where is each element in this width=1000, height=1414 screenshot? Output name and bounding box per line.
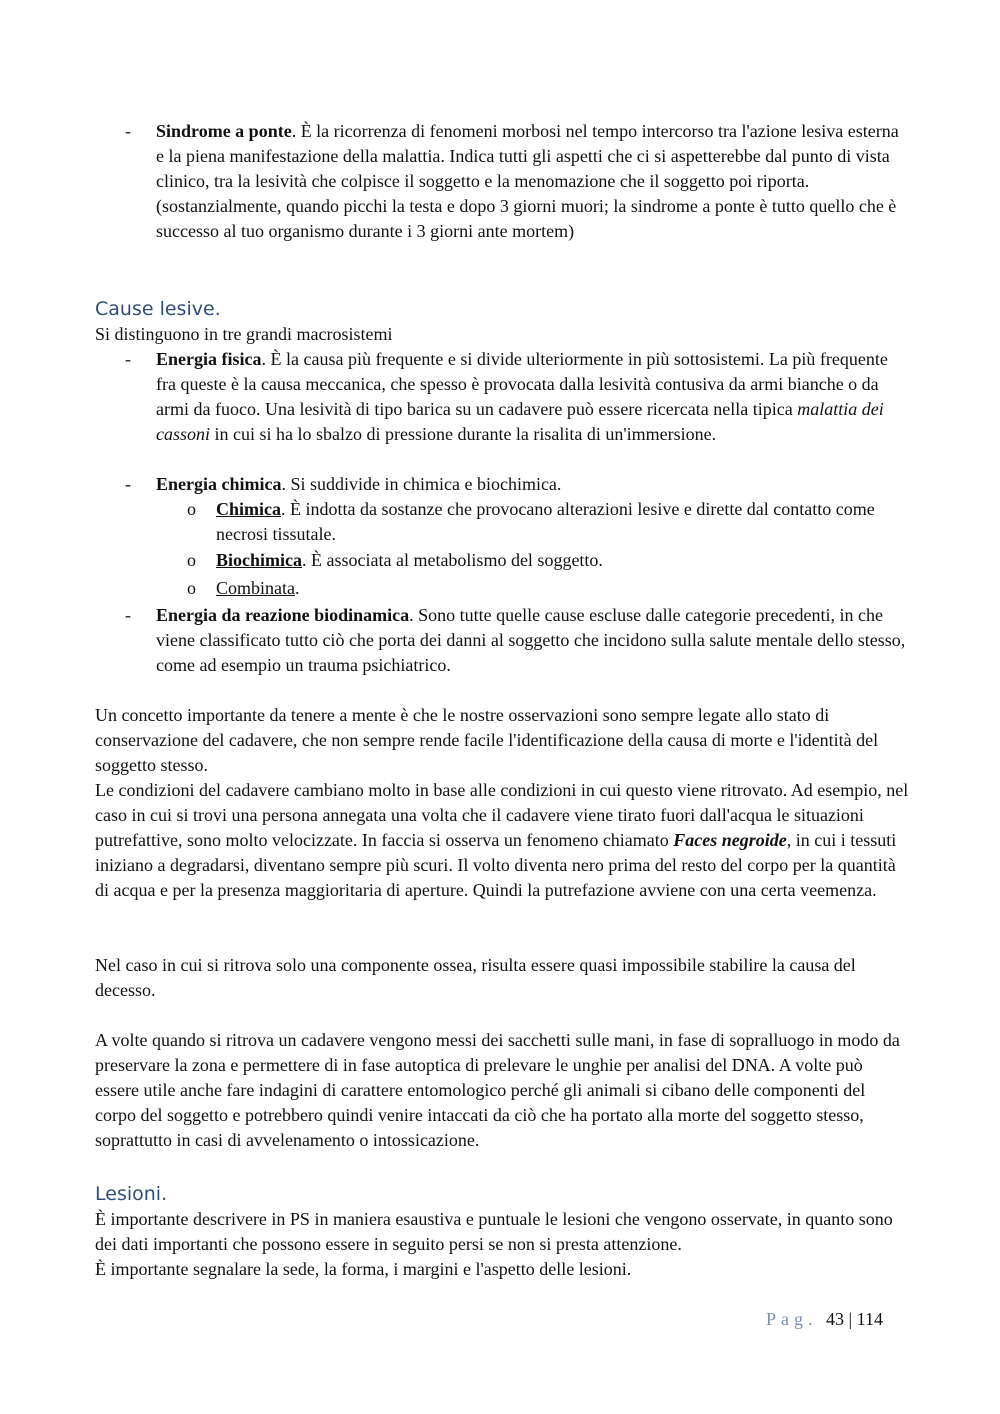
paragraph-lesioni-1: È importante descrivere in PS in maniera esaustiva e puntuale le lesioni che vengono osservate, in quanto sono dei dati importanti che possono essere in seguito persi se non si presta attenzione. — [95, 1209, 893, 1254]
circle-bullet: o — [187, 499, 196, 519]
definition: . È associata al metabolismo del soggetto. — [302, 550, 603, 570]
paragraph-lesioni-2: È importante segnalare la sede, la forma, i margini e l'aspetto delle lesioni. — [95, 1259, 632, 1279]
sub-item-biochimica — [95, 548, 910, 573]
term: Biochimica — [216, 550, 302, 570]
list-item-energia-fisica — [95, 347, 910, 447]
heading-lesioni: Lesioni. — [95, 1183, 168, 1205]
sub-item-text — [216, 548, 910, 573]
page-total: 114 — [856, 1309, 883, 1329]
dash-bullet: - — [125, 121, 131, 141]
paragraph-condizioni — [95, 778, 910, 903]
list-item-text — [156, 472, 910, 497]
page-footer — [766, 1307, 883, 1332]
heading-cause-lesive: Cause lesive. — [95, 298, 221, 320]
circle-bullet: o — [187, 550, 196, 570]
definition: . — [295, 578, 300, 598]
cause-intro: Si distinguono in tre grandi macrosistemi — [95, 324, 393, 344]
term: Chimica — [216, 499, 281, 519]
page-separator: | — [848, 1309, 853, 1329]
definition-end: in cui si ha lo sbalzo di pressione durante la risalita di un'immersione. — [210, 424, 717, 444]
definition: . È indotta da sostanze che provocano alterazioni lesive e dirette dal contatto come necrosi tissutale. — [216, 499, 875, 544]
page-number: 43 — [826, 1309, 845, 1329]
term: Combinata — [216, 578, 295, 598]
list-item-text — [156, 603, 910, 678]
paragraph-conservazione: Un concetto importante da tenere a mente è che le nostre osservazioni sono sempre legate allo stato di conservazione del cadavere, che non sempre rende facile l'identificazione della causa di morte e l'identità del soggetto stesso. — [95, 705, 879, 775]
list-item-energia-chimica — [95, 472, 910, 497]
paragraph-sacchetti: A volte quando si ritrova un cadavere vengono messi dei sacchetti sulle mani, in fase di sopralluogo in modo da preservare la zona e permettere di in fase autoptica di prelevare le unghie per analisi del DNA. A volte può essere utile anche fare indagini di carattere entomologico perché gli animali si cibano delle componenti del corpo del soggetto e potrebbero quindi venire intaccati da ciò che ha portato alla morte del soggetto stesso, soprattutto in casi di avvelenamento o intossicazione. — [95, 1030, 900, 1150]
sub-item-text — [216, 497, 910, 547]
definition: . È la causa più frequente e si divide ulteriormente in più sottosistemi. La più frequente fra queste è la causa meccanica, che spesso è provocata dalla lesività contusiva da armi bianche o da armi da fuoco. Una lesività di tipo barica su un cadavere può essere ricercata nella tipica — [156, 349, 888, 419]
dash-bullet: - — [125, 474, 131, 494]
paragraph-ossea: Nel caso in cui si ritrova solo una componente ossea, risulta essere quasi impossibile stabilire la causa del decesso. — [95, 955, 856, 1000]
term: Energia da reazione biodinamica — [156, 605, 410, 625]
page-label: Pag. — [766, 1309, 818, 1329]
paragraph-text: Le condizioni del cadavere cambiano molto in base alle condizioni in cui questo viene ritrovato. Ad esempio, nel caso in cui si trovi una persona annegata una volta che il cadavere viene tirato fuori dall'acqua le situazioni putrefattive, sono molto velocizzate. In faccia si osserva un fenomeno chiamato — [95, 780, 909, 850]
term: Sindrome a ponte — [156, 121, 292, 141]
dash-bullet: - — [125, 349, 131, 369]
definition: . Si suddivide in chimica e biochimica. — [281, 474, 562, 494]
sub-item-text — [216, 576, 910, 601]
sub-item-chimica — [95, 497, 910, 547]
list-item-text — [156, 347, 910, 447]
list-item-energia-biodinamica — [95, 603, 910, 678]
term: Energia fisica — [156, 349, 262, 369]
list-item-text — [156, 119, 910, 244]
definition: . Sono tutte quelle cause escluse dalle categorie precedenti, in che viene classificato tutto ciò che porta dei danni al soggetto che incidono sulla salute mentale dello stesso, come ad esempio un trauma psichiatrico. — [156, 605, 906, 675]
term-faces-negroide: Faces negroide — [673, 830, 787, 850]
sub-item-combinata — [95, 576, 910, 601]
dash-bullet: - — [125, 605, 131, 625]
term: Energia chimica — [156, 474, 282, 494]
paragraph-text-end: , in cui i tessuti iniziano a degradarsi, diventano sempre più scuri. Il volto diventa nero prima del resto del corpo per la quantità di acqua e per la presenza maggioritaria di aperture. Quindi la putrefazione avviene con una certa veemenza. — [95, 830, 897, 900]
list-item-sindrome-a-ponte — [95, 119, 910, 244]
italic-term: malattia dei cassoni — [156, 399, 884, 444]
definition: . È la ricorrenza di fenomeni morbosi nel tempo intercorso tra l'azione lesiva esterna e la piena manifestazione della malattia. Indica tutti gli aspetti che ci si aspetterebbe dal punto di vista clinico, tra la lesività che colpisce il soggetto e la menomazione che il soggetto poi riporta. (sostanzialmente, quando picchi la testa e dopo 3 giorni muori; la sindrome a ponte è tutto quello che è successo al tuo organismo durante i 3 giorni ante mortem) — [156, 121, 899, 241]
circle-bullet: o — [187, 578, 196, 598]
